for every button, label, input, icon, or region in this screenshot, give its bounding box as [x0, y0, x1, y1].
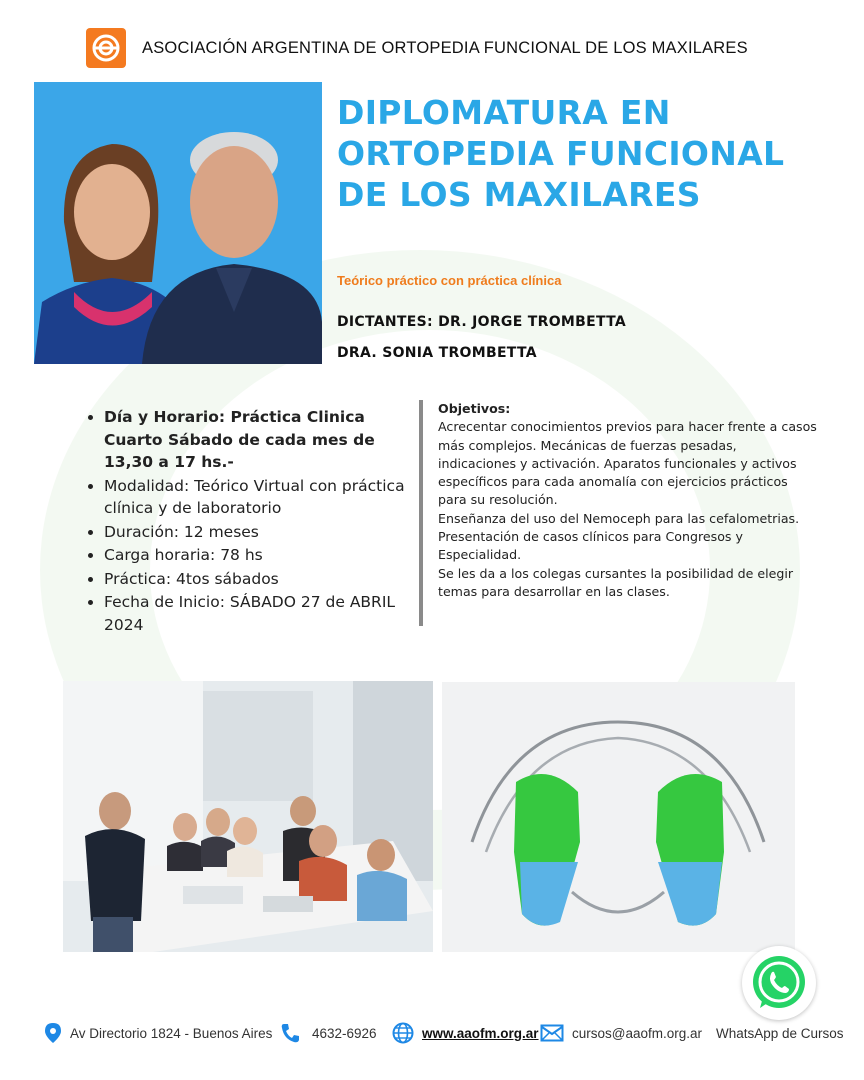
objectives: [438, 400, 818, 601]
target-icon: [86, 28, 126, 68]
footer-whatsapp[interactable]: [716, 1018, 844, 1048]
page-title: [337, 92, 837, 215]
email-text: cursos@aaofm.org.ar: [572, 1025, 703, 1041]
detail-practice: • Práctica: 4tos sábados: [104, 568, 422, 591]
course-details: [82, 406, 422, 637]
header: [86, 28, 748, 68]
detail-start-date: • Fecha de Inicio: SÁBADO 27 de ABRIL 2024: [104, 591, 422, 636]
teachers-line-2: DRA. SONIA TROMBETTA: [337, 345, 537, 361]
instructors-photo: [34, 82, 322, 364]
detail-modality: • Modalidad: Teórico Virtual con práctica clínica y de laboratorio: [104, 475, 422, 520]
title-line-2: ORTOPEDIA FUNCIONAL: [337, 134, 785, 173]
teachers-line-1: DICTANTES: DR. JORGE TROMBETTA: [337, 314, 627, 330]
mail-icon: [540, 1024, 564, 1042]
detail-hours: • Carga horaria: 78 hs: [104, 544, 422, 567]
footer-website[interactable]: [392, 1018, 539, 1048]
appliance-photo: [442, 682, 795, 952]
phone-text: 4632-6926: [312, 1025, 377, 1041]
footer-phone[interactable]: [280, 1018, 377, 1048]
website-link[interactable]: www.aaofm.org.ar: [422, 1025, 539, 1041]
globe-icon: [392, 1022, 414, 1044]
footer-address: [44, 1018, 272, 1048]
detail-schedule: • Día y Horario: Práctica Clinica Cuarto Sábado de cada mes de 13,30 a 17 hs.-: [104, 406, 422, 474]
objective-paragraph: Se les da a los colegas cursantes la posibilidad de elegir temas para desarrollar en las clases.: [438, 565, 794, 599]
org-name: ASOCIACIÓN ARGENTINA DE ORTOPEDIA FUNCIONAL DE LOS MAXILARES: [142, 38, 748, 57]
title-line-3: DE LOS MAXILARES: [337, 175, 701, 214]
title-line-1: DIPLOMATURA EN: [337, 93, 671, 132]
address-text: Av Directorio 1824 - Buenos Aires: [70, 1025, 273, 1041]
footer-email[interactable]: [540, 1018, 702, 1048]
whatsapp-label: WhatsApp de Cursos: [716, 1025, 844, 1041]
objective-paragraph: Presentación de casos clínicos para Congresos y Especialidad.: [438, 529, 743, 563]
phone-icon: [280, 1022, 300, 1044]
subtitle: Teórico práctico con práctica clínica: [337, 273, 562, 288]
objective-paragraph: Acrecentar conocimientos previos para hacer frente a casos más complejos. Mecánicas de fuerzas pesadas, indicaciones y activación. Aparatos funcionales y activos específicos para cada anomalía con ejercicios prácticos para su resolución.: [438, 419, 817, 508]
detail-duration: • Duración: 12 meses: [104, 521, 422, 544]
footer: [44, 1018, 844, 1048]
location-pin-icon: [44, 1022, 62, 1044]
objectives-title: Objetivos:: [438, 401, 511, 416]
divider: [419, 400, 423, 626]
whatsapp-icon[interactable]: [742, 946, 816, 1020]
classroom-photo: [63, 681, 433, 952]
objective-paragraph: Enseñanza del uso del Nemoceph para las cefalometrias.: [438, 510, 800, 526]
